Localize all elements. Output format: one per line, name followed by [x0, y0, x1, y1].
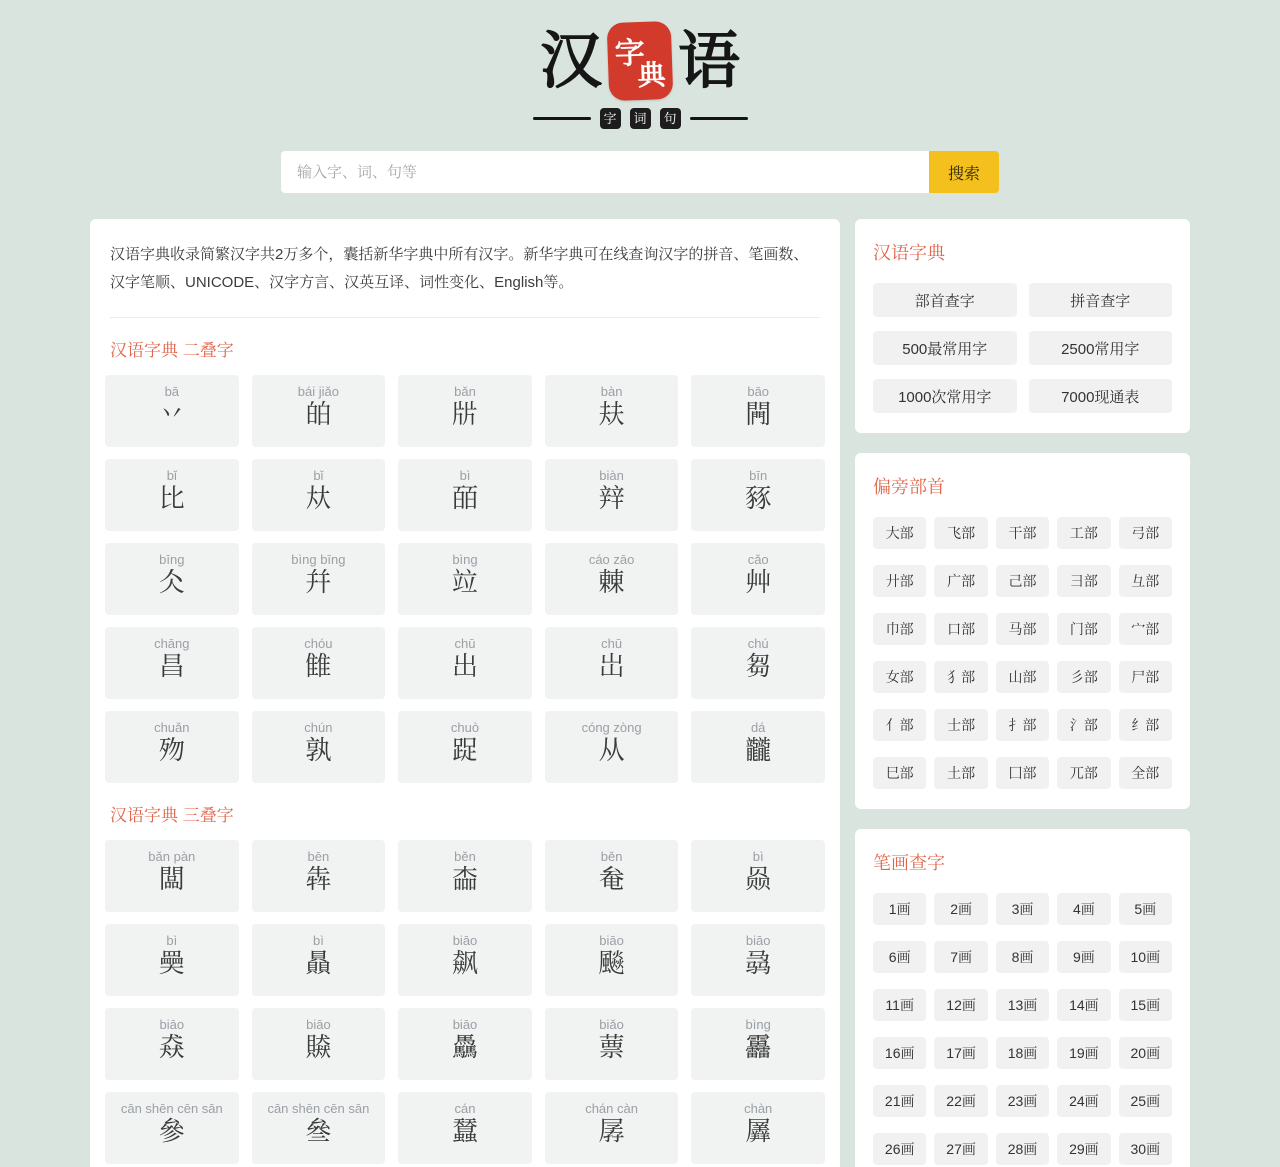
character-card[interactable] [691, 375, 825, 447]
character-card[interactable] [252, 375, 386, 447]
card-hanzi: 赑 [745, 863, 772, 894]
radical-button[interactable]: 纟部 [1119, 709, 1172, 741]
logo-seal-char-top: 字 [614, 35, 646, 72]
card-hanzi: 奙 [598, 863, 625, 894]
card-hanzi: 奰 [158, 947, 185, 978]
card-hanzi: 雔 [305, 650, 332, 681]
card-hanzi: 闁 [745, 398, 772, 429]
stroke-count-button[interactable]: 20画 [1119, 1037, 1172, 1069]
radical-button[interactable]: 弓部 [1119, 517, 1172, 549]
character-card[interactable] [105, 375, 239, 447]
stroke-count-button[interactable]: 2画 [934, 893, 987, 925]
radical-button[interactable]: 工部 [1057, 517, 1110, 549]
card-pinyin: biāo [599, 932, 624, 948]
card-hanzi: 贆 [305, 1031, 332, 1062]
logo-badge-ci: 词 [630, 108, 651, 129]
stroke-count-button[interactable]: 5画 [1119, 893, 1172, 925]
radical-button[interactable]: 尸部 [1119, 661, 1172, 693]
character-card[interactable] [691, 543, 825, 615]
card-hanzi: 參 [158, 1115, 185, 1146]
card-pinyin: chán càn [585, 1100, 638, 1116]
character-card[interactable] [252, 459, 386, 531]
radical-button[interactable]: 亻部 [873, 709, 926, 741]
card-pinyin: biǎo [599, 1016, 624, 1032]
card-pinyin: bǎn [454, 383, 476, 399]
character-card[interactable] [105, 1092, 239, 1164]
card-pinyin: běn [600, 848, 623, 864]
character-card[interactable] [398, 1092, 532, 1164]
dict-lookup-title: 汉语字典 [873, 243, 945, 263]
card-pinyin: bì [166, 932, 178, 948]
card-hanzi: 孱 [598, 1115, 625, 1146]
radical-button[interactable]: 马部 [996, 613, 1049, 645]
character-card[interactable] [252, 711, 386, 783]
stroke-count-button[interactable]: 23画 [996, 1085, 1049, 1117]
card-hanzi: 比 [158, 482, 185, 513]
search-bar [281, 151, 999, 193]
character-card[interactable] [105, 924, 239, 996]
card-pinyin: biàn [599, 467, 624, 483]
character-card[interactable] [691, 627, 825, 699]
card-pinyin: bìng bīng [291, 551, 346, 567]
stroke-count-button[interactable]: 25画 [1119, 1085, 1172, 1117]
dict-lookup-button[interactable]: 500最常用字 [873, 331, 1017, 365]
card-pinyin: bì [459, 467, 471, 483]
card-pinyin: cáo zāo [588, 551, 635, 567]
card-pinyin: bīng [159, 551, 185, 567]
radical-button[interactable]: 飞部 [934, 517, 987, 549]
character-grid [105, 840, 825, 1164]
card-pinyin: bā [164, 383, 180, 399]
character-sections [105, 336, 825, 1167]
character-card[interactable] [545, 711, 679, 783]
card-hanzi: 丷 [158, 398, 185, 429]
card-pinyin: bàn [600, 383, 623, 399]
card-pinyin: chuò [450, 719, 480, 735]
card-hanzi: 贔 [305, 947, 332, 978]
intro-text: 汉语字典收录简繁汉字共2万多个，囊括新华字典中所有汉字。新华字典可在线查询汉字的拼音、笔画数、汉字笔顺、UNICODE、汉字方言、汉英互译、词性变化、English等。 [110, 246, 809, 291]
dict-lookup-button[interactable]: 2500常用字 [1029, 331, 1173, 365]
character-card[interactable] [252, 1008, 386, 1080]
character-card[interactable] [398, 924, 532, 996]
card-hanzi: 猋 [158, 1031, 185, 1062]
character-card[interactable] [545, 627, 679, 699]
dict-lookup-button[interactable]: 拼音查字 [1029, 283, 1173, 317]
card-pinyin: biāo [452, 1016, 478, 1032]
card-hanzi: 羼 [745, 1115, 772, 1146]
stroke-count-button[interactable]: 13画 [996, 989, 1049, 1021]
character-card[interactable] [398, 711, 532, 783]
card-hanzi: 辡 [598, 482, 625, 513]
stroke-count-button[interactable]: 28画 [996, 1133, 1049, 1165]
site-header [0, 0, 1280, 129]
character-card[interactable] [398, 1008, 532, 1080]
character-card[interactable] [252, 627, 386, 699]
character-card[interactable] [252, 543, 386, 615]
card-pinyin: bǐ [313, 467, 324, 483]
logo-divider-left [533, 117, 591, 120]
character-card[interactable] [545, 1092, 679, 1164]
stroke-count-button[interactable]: 19画 [1057, 1037, 1110, 1069]
stroke-count-button[interactable]: 12画 [934, 989, 987, 1021]
card-pinyin: bǎn pàn [148, 848, 196, 864]
card-pinyin: cān shēn cēn sān [120, 1100, 223, 1116]
card-hanzi: 出 [451, 650, 478, 681]
main-panel [90, 219, 840, 1167]
radical-button[interactable]: 干部 [996, 517, 1049, 549]
card-hanzi: 蠺 [451, 1115, 478, 1146]
stroke-count-button[interactable]: 21画 [873, 1085, 926, 1117]
stroke-count-button[interactable]: 6画 [873, 941, 926, 973]
radical-button[interactable]: 己部 [996, 565, 1049, 597]
stroke-count-button[interactable]: 29画 [1057, 1133, 1110, 1165]
radical-button[interactable]: 女部 [873, 661, 926, 693]
card-hanzi: 幷 [305, 566, 332, 597]
stroke-count-buttons [873, 893, 1172, 1165]
card-hanzi: 驫 [451, 1031, 478, 1062]
stroke-count-title: 笔画查字 [873, 853, 945, 873]
card-hanzi: 楍 [451, 863, 478, 894]
character-card[interactable] [545, 924, 679, 996]
card-hanzi: 岀 [598, 650, 625, 681]
stroke-count-button[interactable]: 24画 [1057, 1085, 1110, 1117]
stroke-count-button[interactable]: 26画 [873, 1133, 926, 1165]
page-content [90, 219, 1280, 1167]
stroke-count-button[interactable]: 15画 [1119, 989, 1172, 1021]
card-hanzi: 龖 [745, 734, 772, 765]
stroke-count-button[interactable]: 22画 [934, 1085, 987, 1117]
card-hanzi: 犇 [305, 863, 332, 894]
radical-button[interactable]: 广部 [934, 565, 987, 597]
logo-badge-zi: 字 [600, 108, 621, 129]
card-hanzi: 叄 [305, 1115, 332, 1146]
character-card[interactable] [691, 459, 825, 531]
radical-button[interactable]: 彐部 [1057, 565, 1110, 597]
stroke-count-button[interactable]: 10画 [1119, 941, 1172, 973]
radical-button[interactable]: 廾部 [873, 565, 926, 597]
character-card[interactable] [252, 1092, 386, 1164]
section-title: 汉语字典 三叠字 [110, 805, 234, 825]
character-card[interactable] [691, 711, 825, 783]
card-hanzi: 骉 [745, 947, 772, 978]
character-card[interactable] [105, 459, 239, 531]
card-pinyin: biāo [306, 1016, 331, 1032]
card-hanzi: 歾 [158, 734, 185, 765]
dict-lookup-buttons [873, 283, 1172, 413]
logo-badge-ju: 句 [660, 108, 681, 129]
stroke-count-button[interactable]: 11画 [873, 989, 926, 1021]
card-pinyin: cǎo [747, 551, 769, 567]
card-pinyin: chóu [304, 635, 333, 651]
radical-button[interactable]: 彑部 [1119, 565, 1172, 597]
radical-button[interactable]: 巾部 [873, 613, 926, 645]
character-card[interactable] [691, 1092, 825, 1164]
radical-button[interactable]: 宀部 [1119, 613, 1172, 645]
radical-button[interactable]: 山部 [996, 661, 1049, 693]
card-pinyin: chàn [744, 1100, 773, 1116]
card-hanzi: 踀 [451, 734, 478, 765]
character-card[interactable] [105, 627, 239, 699]
radical-button[interactable]: 全部 [1119, 757, 1172, 789]
dict-lookup-button[interactable]: 部首查字 [873, 283, 1017, 317]
character-card[interactable] [398, 627, 532, 699]
card-hanzi: 皕 [451, 482, 478, 513]
card-hanzi: 㸞 [451, 398, 478, 429]
card-pinyin: biāo [452, 932, 478, 948]
card-pinyin: bìng [452, 551, 478, 567]
stroke-count-button[interactable]: 30画 [1119, 1133, 1172, 1165]
stroke-count-button[interactable]: 7画 [934, 941, 987, 973]
card-hanzi: 竝 [451, 566, 478, 597]
radical-button[interactable]: 兀部 [1057, 757, 1110, 789]
character-grid [105, 375, 825, 783]
stroke-count-button[interactable]: 17画 [934, 1037, 987, 1069]
divider [110, 317, 820, 318]
stroke-count-button[interactable]: 4画 [1057, 893, 1110, 925]
card-hanzi: 㿟 [305, 398, 332, 429]
card-hanzi: 昌 [158, 650, 185, 681]
logo-seal-char-bottom: 典 [636, 58, 667, 93]
character-card[interactable] [691, 924, 825, 996]
logo-right-char: 语 [678, 24, 741, 97]
card-pinyin: chú [747, 635, 769, 651]
card-pinyin: bì [312, 932, 324, 948]
radical-buttons [873, 517, 1172, 789]
stroke-count-button[interactable]: 16画 [873, 1037, 926, 1069]
card-pinyin: biāo [159, 1016, 185, 1032]
card-pinyin: chū [454, 635, 476, 651]
radical-button[interactable]: 大部 [873, 517, 926, 549]
card-hanzi: 蔈 [598, 1031, 625, 1062]
radical-button[interactable]: 士部 [934, 709, 987, 741]
sidebar [855, 219, 1190, 1167]
stroke-count-card [855, 829, 1190, 1167]
dict-lookup-button[interactable]: 1000次常用字 [873, 379, 1017, 413]
stroke-count-button[interactable]: 14画 [1057, 989, 1110, 1021]
stroke-count-button[interactable]: 18画 [996, 1037, 1049, 1069]
card-hanzi: 豩 [745, 482, 772, 513]
card-pinyin: bīn [749, 467, 768, 483]
card-hanzi: 艸 [745, 566, 772, 597]
card-pinyin: chū [601, 635, 623, 651]
stroke-count-button[interactable]: 8画 [996, 941, 1049, 973]
radical-title: 偏旁部首 [873, 477, 945, 497]
character-card[interactable] [105, 543, 239, 615]
stroke-count-button[interactable]: 9画 [1057, 941, 1110, 973]
card-hanzi: 飙 [451, 947, 478, 978]
dict-lookup-button[interactable]: 7000现通表 [1029, 379, 1173, 413]
stroke-count-button[interactable]: 1画 [873, 893, 926, 925]
card-hanzi: 飈 [598, 947, 625, 978]
card-pinyin: bái jiǎo [297, 383, 339, 399]
logo-divider-right [690, 117, 748, 120]
card-pinyin: bēn [307, 848, 330, 864]
radical-card [855, 453, 1190, 809]
character-card[interactable] [105, 840, 239, 912]
card-hanzi: 从 [598, 734, 625, 765]
card-pinyin: cán [454, 1100, 476, 1116]
card-hanzi: 靐 [745, 1031, 772, 1062]
radical-button[interactable]: 氵部 [1057, 709, 1110, 741]
radical-button[interactable]: 土部 [934, 757, 987, 789]
card-pinyin: cóng zòng [581, 719, 642, 735]
character-card[interactable] [398, 375, 532, 447]
card-hanzi: 仌 [158, 566, 185, 597]
card-hanzi: 㯥 [598, 566, 625, 597]
radical-button[interactable]: 囗部 [996, 757, 1049, 789]
radical-button[interactable]: 口部 [934, 613, 987, 645]
character-card[interactable] [545, 1008, 679, 1080]
character-card[interactable] [545, 840, 679, 912]
radical-button[interactable]: 彡部 [1057, 661, 1110, 693]
dict-lookup-card [855, 219, 1190, 433]
stroke-count-button[interactable]: 3画 [996, 893, 1049, 925]
stroke-count-button[interactable]: 27画 [934, 1133, 987, 1165]
radical-button[interactable]: 门部 [1057, 613, 1110, 645]
card-hanzi: 㚘 [598, 398, 625, 429]
search-button[interactable]: 搜索 [929, 151, 999, 193]
search-input[interactable] [281, 151, 929, 193]
character-card[interactable] [398, 459, 532, 531]
character-card[interactable] [545, 543, 679, 615]
card-pinyin: chuǎn [154, 719, 190, 735]
character-card[interactable] [105, 1008, 239, 1080]
card-hanzi: 闆 [158, 863, 185, 894]
logo-seal [607, 21, 674, 101]
section-title: 汉语字典 二叠字 [110, 340, 234, 360]
character-card[interactable] [398, 840, 532, 912]
character-card[interactable] [545, 375, 679, 447]
logo-subtitle [0, 108, 1280, 129]
card-pinyin: bāo [747, 383, 770, 399]
character-card[interactable] [252, 924, 386, 996]
site-logo[interactable] [0, 22, 1280, 100]
card-pinyin: bì [752, 848, 764, 864]
character-card[interactable] [252, 840, 386, 912]
card-hanzi: 芻 [745, 650, 772, 681]
card-pinyin: chún [304, 719, 333, 735]
character-card[interactable] [398, 543, 532, 615]
logo-left-char: 汉 [539, 24, 602, 97]
card-pinyin: dá [750, 719, 766, 735]
card-pinyin: bǐ [166, 467, 177, 483]
card-hanzi: 孰 [305, 734, 332, 765]
card-pinyin: biāo [745, 932, 771, 948]
radical-button[interactable]: 巳部 [873, 757, 926, 789]
card-hanzi: 夶 [305, 482, 332, 513]
character-card[interactable] [691, 840, 825, 912]
card-pinyin: běn [454, 848, 476, 864]
card-pinyin: chāng [154, 635, 190, 651]
character-card[interactable] [545, 459, 679, 531]
character-card[interactable] [691, 1008, 825, 1080]
radical-button[interactable]: 扌部 [996, 709, 1049, 741]
character-card[interactable] [105, 711, 239, 783]
radical-button[interactable]: 犭部 [934, 661, 987, 693]
card-pinyin: cān shēn cēn sān [267, 1100, 370, 1116]
card-pinyin: bìng [745, 1016, 771, 1032]
